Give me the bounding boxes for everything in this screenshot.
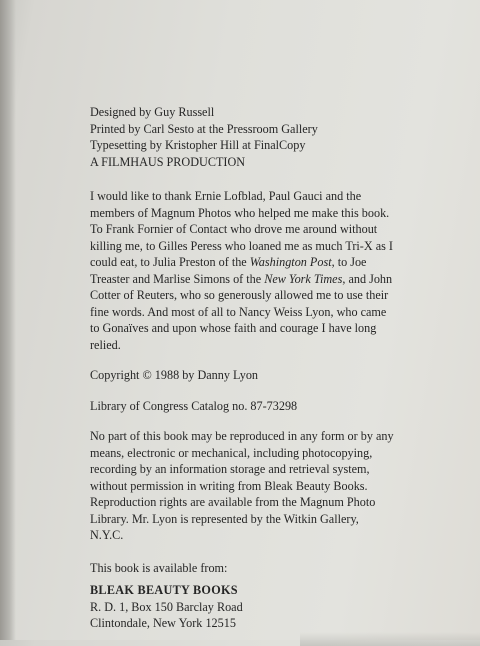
ack-line: I would like to thank Ernie Lofblad, Paul Gauci and the: [90, 189, 362, 203]
rights-line: means, electronic or mechanical, including photocopying,: [90, 445, 373, 460]
credit-designer: Designed by Guy Russell: [90, 105, 215, 119]
catalog-notice: [90, 398, 460, 415]
rights-line: Library. Mr. Lyon is represented by the Witkin Gallery,: [90, 511, 359, 526]
bottom-shadow: [300, 632, 480, 646]
availability-line: This book is available from:: [90, 560, 228, 575]
ack-line: members of Magnum Photos who helped me make this book.: [90, 205, 390, 220]
catalog-line: Library of Congress Catalog no. 87-73298: [90, 398, 298, 413]
page-edge-shadow: [0, 0, 16, 640]
credits-block: [90, 104, 460, 170]
rights-paragraph: [90, 428, 460, 544]
rights-line: No part of this book may be reproduced in any form or by any: [90, 429, 394, 443]
publication-title: Washington Post: [249, 255, 332, 269]
ack-text: Treaster and Marlise Simons of the: [90, 271, 265, 286]
credit-printer: Printed by Carl Sesto at the Pressroom Gallery: [90, 121, 318, 136]
availability-notice: [90, 560, 460, 577]
ack-line: fine words. And most of all to Nancy Weiss Lyon, who came: [90, 304, 387, 319]
ack-line: to Gonaïves and upon whose faith and courage I have long: [90, 321, 377, 335]
ack-text: , to Joe: [331, 255, 367, 269]
rights-line: Reproduction rights are available from the Magnum Photo: [90, 495, 376, 509]
ack-line: relied.: [90, 337, 121, 352]
ack-line: [90, 271, 456, 288]
rights-line: without permission in writing from Bleak Beauty Books.: [90, 478, 368, 493]
ack-line: Cotter of Reuters, who so generously allowed me to use their: [90, 288, 389, 302]
ack-line: To Frank Fornier of Contact who drove me around without: [90, 222, 378, 236]
publisher-address-line1: R. D. 1, Box 150 Barclay Road: [90, 599, 243, 614]
ack-line: [90, 254, 456, 271]
rights-line: recording by an information storage and retrieval system,: [90, 462, 370, 476]
ack-line: killing me, to Gilles Peress who loaned me as much Tri-X as I: [90, 238, 393, 253]
publisher-address-line2: Clintondale, New York 12515: [90, 616, 236, 630]
copyright-notice: [90, 367, 460, 384]
credit-production: A FILMHAUS PRODUCTION: [90, 154, 246, 169]
publisher-name: BLEAK BEAUTY BOOKS: [90, 583, 238, 597]
ack-text: , and John: [342, 271, 393, 286]
acknowledgements-paragraph: [90, 188, 456, 353]
colophon-page: [90, 104, 460, 632]
rights-line: N.Y.C.: [90, 528, 124, 542]
publisher-address: [90, 582, 460, 632]
ack-text: could eat, to Julia Preston of the: [90, 255, 250, 269]
publication-title: New York Times: [264, 271, 343, 286]
credit-typesetting: Typesetting by Kristopher Hill at FinalCopy: [90, 138, 306, 152]
copyright-line: Copyright © 1988 by Danny Lyon: [90, 368, 259, 382]
